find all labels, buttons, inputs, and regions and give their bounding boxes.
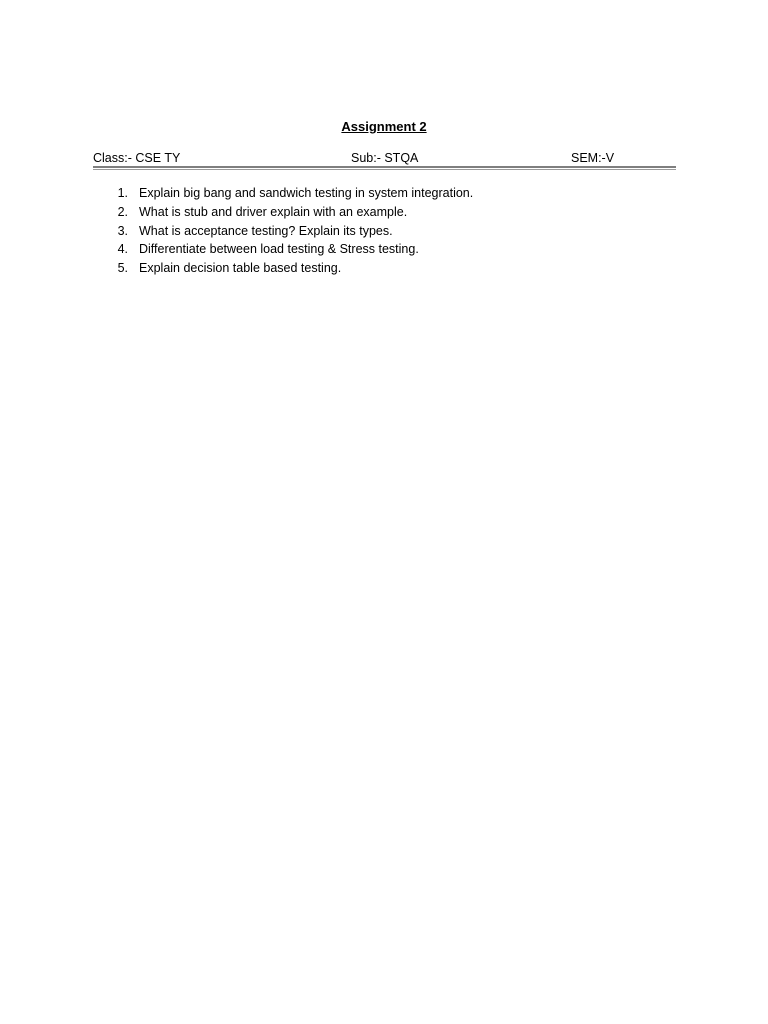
question-number: 3. [117, 223, 128, 238]
question-text: Explain big bang and sandwich testing in system integration. [139, 186, 474, 200]
semester-label: SEM:-V [571, 151, 615, 165]
question-text: Explain decision table based testing. [139, 261, 342, 276]
question-number: 2. [117, 204, 128, 219]
subject-label: Sub:- STQA [351, 151, 419, 165]
question-number: 4. [117, 242, 128, 257]
question-item [108, 240, 419, 259]
question-number: 5. [117, 261, 128, 276]
question-list [108, 184, 474, 278]
question-text: Differentiate between load testing & Stress testing. [139, 242, 419, 257]
question-item [108, 259, 342, 278]
question-item [108, 184, 474, 203]
page-title: Assignment 2 [341, 119, 427, 134]
question-text: What is acceptance testing? Explain its types. [139, 223, 393, 238]
question-item [108, 222, 393, 241]
header-info-row [93, 150, 676, 166]
header-divider-secondary [93, 169, 676, 170]
class-label: Class:- CSE TY [93, 151, 181, 165]
question-item [108, 203, 408, 222]
question-text: What is stub and driver explain with an example. [139, 204, 408, 219]
question-number: 1. [117, 186, 128, 200]
